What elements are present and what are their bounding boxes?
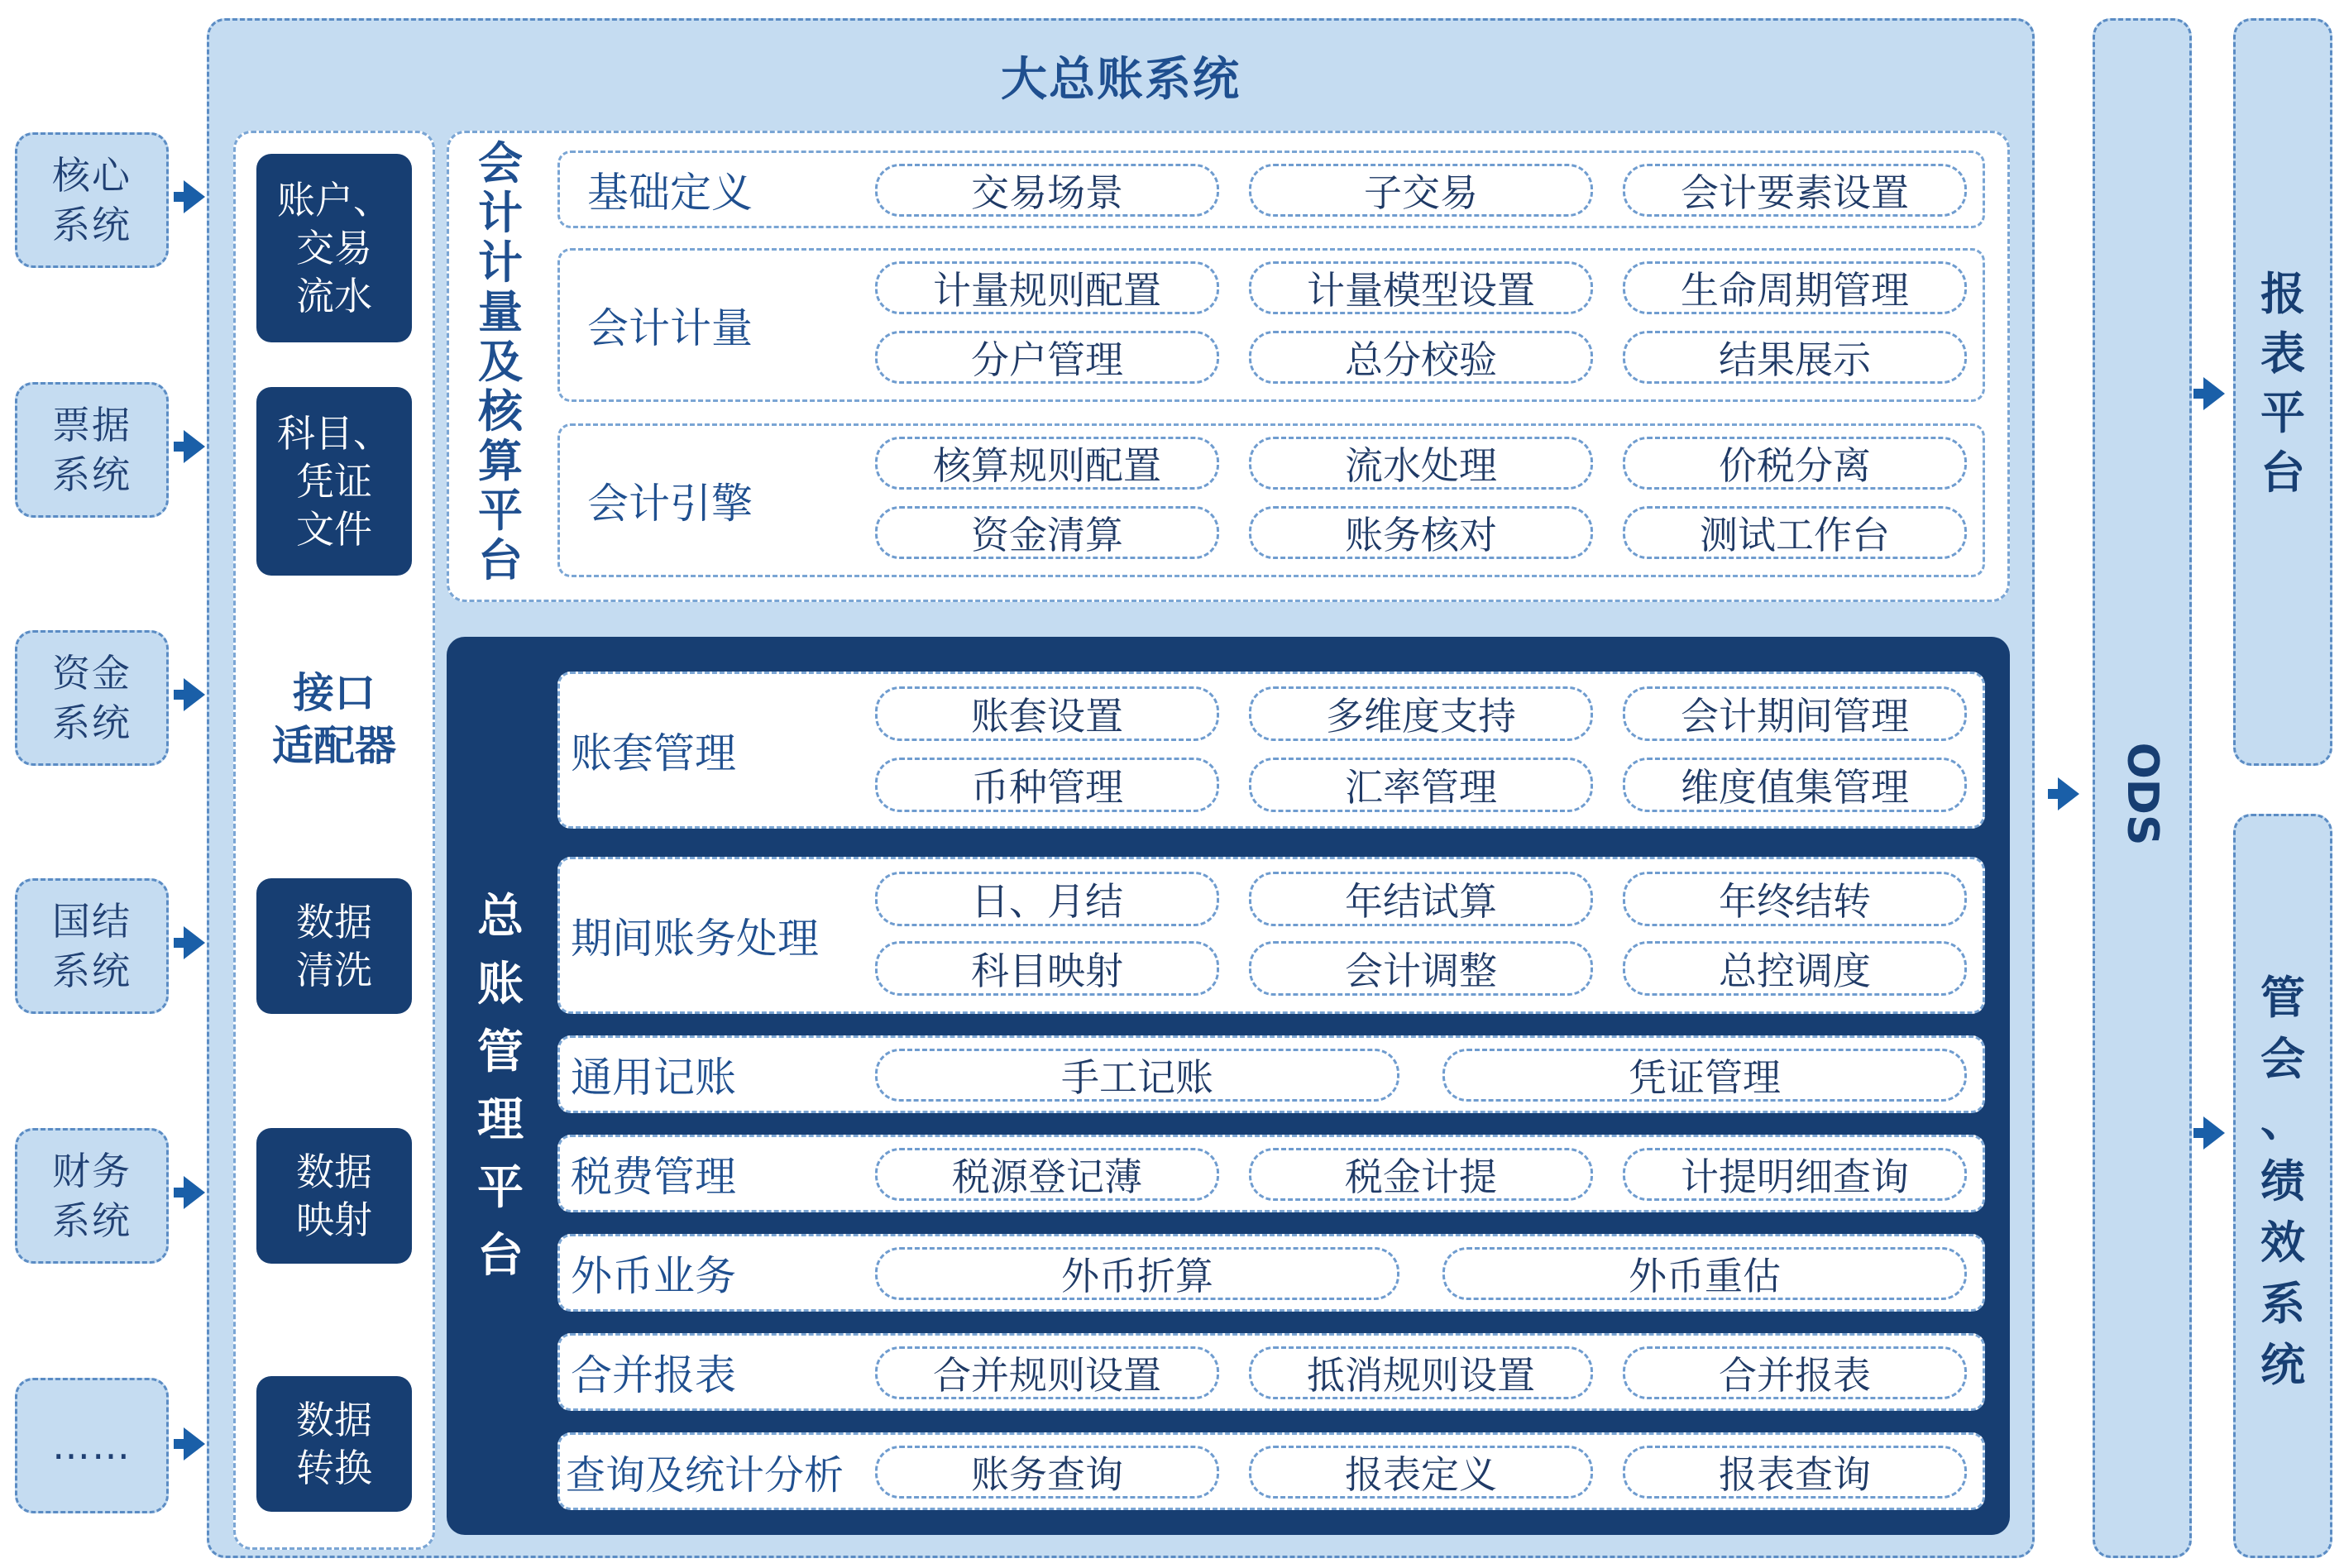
pill-currency-management[interactable]: 币种管理 (875, 758, 1219, 812)
pill-accounting-period-management[interactable]: 会计期间管理 (1623, 686, 1967, 741)
pill-sub-transaction[interactable]: 子交易 (1249, 164, 1593, 217)
pill-subject-mapping[interactable]: 科目映射 (875, 941, 1219, 996)
pill-year-end-trial[interactable]: 年结试算 (1249, 872, 1593, 926)
adapter-tile-data-conversion: 数据 转换 (256, 1376, 412, 1512)
ledger-platform-title: 总 账 管 理 平 台 (477, 890, 524, 1283)
pill-tax-accrual[interactable]: 税金计提 (1249, 1148, 1593, 1201)
pill-tax-source-register[interactable]: 税源登记薄 (875, 1148, 1219, 1201)
pill-flow-processing[interactable]: 流水处理 (1249, 437, 1593, 490)
source-fund-system: 资金 系统 (15, 630, 169, 766)
pill-report-definition[interactable]: 报表定义 (1249, 1446, 1593, 1499)
pill-year-end-carryover[interactable]: 年终结转 (1623, 872, 1967, 926)
interface-adapter-label: 接口 适配器 (272, 669, 396, 770)
pill-accounting-element-setting[interactable]: 会计要素设置 (1623, 164, 1967, 217)
interface-adapter-panel (233, 131, 435, 1550)
pill-accounting-adjustment[interactable]: 会计调整 (1249, 941, 1593, 996)
source-finance-system: 财务 系统 (15, 1128, 169, 1264)
arrow-right-icon (2203, 1116, 2225, 1150)
page-title: 大总账系统 (1001, 53, 1241, 107)
source-core-system: 核心 系统 (15, 132, 169, 268)
report-platform-label: 报 表 平 台 (2260, 268, 2305, 499)
arrow-right-icon (184, 678, 205, 711)
pill-report-query[interactable]: 报表查询 (1623, 1446, 1967, 1499)
pill-lifecycle-management[interactable]: 生命周期管理 (1623, 261, 1967, 314)
pill-master-control-scheduling[interactable]: 总控调度 (1623, 941, 1967, 996)
source-bill-system: 票据 系统 (15, 382, 169, 518)
pill-fund-clearing[interactable]: 资金清算 (875, 506, 1219, 559)
row-label-general-bookkeeping: 通用记账 (571, 1054, 736, 1102)
pill-consolidated-statement[interactable]: 合并报表 (1623, 1346, 1967, 1399)
pill-foreign-currency-translation[interactable]: 外币折算 (875, 1247, 1399, 1300)
pill-measurement-rule-config[interactable]: 计量规则配置 (875, 261, 1219, 314)
pill-voucher-management[interactable]: 凭证管理 (1442, 1049, 1967, 1102)
pill-elimination-rule-setting[interactable]: 抵消规则设置 (1249, 1346, 1593, 1399)
pill-consolidation-rule-setting[interactable]: 合并规则设置 (875, 1346, 1219, 1399)
adapter-tile-data-mapping: 数据 映射 (256, 1128, 412, 1264)
arrow-right-icon (184, 1176, 205, 1209)
adapter-tile-data-cleaning: 数据 清洗 (256, 878, 412, 1014)
row-label-query-analysis: 查询及统计分析 (566, 1451, 844, 1499)
pill-multi-dimension-support[interactable]: 多维度支持 (1249, 686, 1593, 741)
pill-exchange-rate-management[interactable]: 汇率管理 (1249, 758, 1593, 812)
pill-result-display[interactable]: 结果展示 (1623, 331, 1967, 384)
row-label-ledger-set-management: 账套管理 (571, 729, 736, 777)
pill-transaction-scene[interactable]: 交易场景 (875, 164, 1219, 217)
arrow-right-icon (2203, 377, 2225, 410)
pill-foreign-currency-revaluation[interactable]: 外币重估 (1442, 1247, 1967, 1300)
arrow-right-icon (184, 180, 205, 213)
pill-manual-bookkeeping[interactable]: 手工记账 (875, 1049, 1399, 1102)
pill-dimension-value-set-management[interactable]: 维度值集管理 (1623, 758, 1967, 812)
source-intl-settlement-system: 国结 系统 (15, 878, 169, 1014)
pill-price-tax-separation[interactable]: 价税分离 (1623, 437, 1967, 490)
row-label-period-accounting: 期间账务处理 (571, 915, 819, 963)
source-more: …… (15, 1378, 169, 1513)
row-label-accounting-measurement: 会计计量 (587, 304, 753, 352)
pill-accrual-detail-query[interactable]: 计提明细查询 (1623, 1148, 1967, 1201)
adapter-tile-account-flow: 账户、 交易 流水 (256, 154, 412, 342)
pill-account-query[interactable]: 账务查询 (875, 1446, 1219, 1499)
arrow-right-icon (184, 430, 205, 463)
row-label-tax-management: 税费管理 (571, 1153, 736, 1201)
row-label-accounting-engine: 会计引擎 (587, 480, 753, 528)
pill-daily-monthly-close[interactable]: 日、月结 (875, 872, 1219, 926)
row-label-foreign-currency: 外币业务 (571, 1252, 736, 1300)
pill-total-sub-check[interactable]: 总分校验 (1249, 331, 1593, 384)
pill-account-reconciliation[interactable]: 账务核对 (1249, 506, 1593, 559)
pill-measurement-model-setting[interactable]: 计量模型设置 (1249, 261, 1593, 314)
arrow-right-icon (184, 926, 205, 959)
adapter-tile-subject-voucher: 科目、 凭证 文件 (256, 387, 412, 576)
pill-ledger-set-setting[interactable]: 账套设置 (875, 686, 1219, 741)
management-performance-label: 管 会 、 绩 效 系 统 (2260, 972, 2305, 1391)
accounting-platform-title: 会 计 计 量 及 核 算 平 台 (478, 137, 523, 586)
pill-sub-account-management[interactable]: 分户管理 (875, 331, 1219, 384)
arrow-right-icon (2058, 777, 2079, 810)
pill-test-workbench[interactable]: 测试工作台 (1623, 506, 1967, 559)
row-label-basic-definition: 基础定义 (587, 169, 753, 217)
pill-accounting-rule-config[interactable]: 核算规则配置 (875, 437, 1219, 490)
arrow-right-icon (184, 1427, 205, 1460)
row-label-consolidated-statements: 合并报表 (571, 1351, 736, 1399)
